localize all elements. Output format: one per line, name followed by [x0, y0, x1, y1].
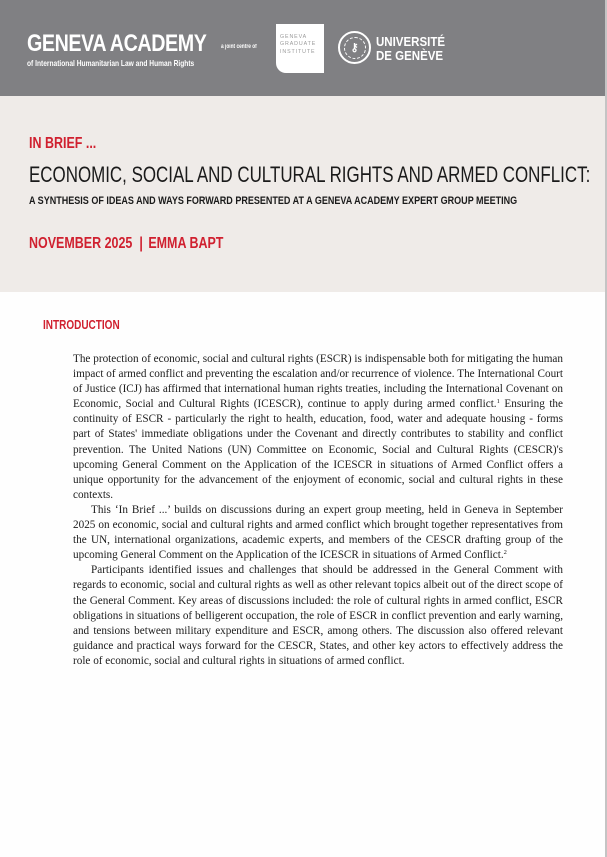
document-subtitle: A SYNTHESIS OF IDEAS AND WAYS FORWARD PRESENTED AT A GENEVA ACADEMY EXPERT GROUP MEETING: [29, 195, 518, 207]
paragraph: [73, 503, 563, 563]
geneva-graduate-institute-logo: [276, 24, 324, 73]
paragraph-text: Participants identified issues and challenges that should be addressed in the General Comment with regards to economic, social and cultural rights as well as other relevant topics albeit out of the direct scope of the General Comment. Key areas of discussions included: the role of cultural rights in armed conflict, ESCR obligations in situations of belligerent occupation, the role of ESCR in conflict prevention and early warning, and tensions between military expenditure and ESCR, among others. The discussion also offered relevant guidance and practical ways forward for the CESCR, States, and other key actors to effectively address the role of economic, social and cultural rights in situations of armed conflict.: [73, 564, 563, 667]
paragraph: [73, 352, 563, 503]
document-title: ECONOMIC, SOCIAL AND CULTURAL RIGHTS AND ARMED CONFLICT:: [29, 162, 591, 187]
section-heading-introduction: INTRODUCTION: [43, 318, 120, 332]
footnote-ref[interactable]: 2: [503, 549, 507, 557]
partner2-line1: UNIVERSITÉ: [376, 35, 446, 49]
publication-date: NOVEMBER 2025: [29, 235, 133, 252]
paragraph-text: Ensuring the continuity of ESCR - particularly the right to health, education, food, water and adequate housing - forms part of States' immediate obligations under the Covenant and directly contributes to stability and conflict prevention. The United Nations (UN) Committee on Economic, Social and Cultural Rights (CESCR)'s upcoming General Comment on the Application of the ICESCR in situations of Armed Conflict offers a unique opportunity for the advancement of the enjoyment of economic, social and cultural rights in these contexts.: [73, 398, 563, 501]
org-name: GENEVA ACADEMY: [27, 30, 207, 57]
author-name: EMMA BAPT: [148, 235, 224, 252]
partner1-line: INSTITUTE: [280, 48, 316, 55]
seal-emblem-icon: ⚷: [344, 37, 366, 59]
byline-separator: |: [139, 235, 143, 252]
partner1-line: GENEVA: [280, 34, 308, 40]
byline: [29, 235, 223, 253]
body-text: [73, 352, 563, 669]
paragraph: [73, 563, 563, 669]
partner2-line2: DE GENÈVE: [376, 49, 444, 63]
footnote-ref[interactable]: 1: [496, 398, 500, 406]
paragraph-text: The protection of economic, social and cultural rights (ESCR) is indispensable both for mitigating the human impact of armed conflict and preventing the escalation and/or recurrence of violence. The International Court of Justice (ICJ) has affirmed that international human rights treaties, including the International Covenant on Economic, Social and Cultural Rights (ICESCR), continue to apply during armed conflict.: [73, 353, 563, 411]
joint-centre-label: a joint centre of: [221, 44, 257, 50]
universite-de-geneve-logo: [376, 35, 445, 63]
geneva-academy-logo: [27, 31, 246, 68]
university-seal-icon: [338, 31, 371, 64]
org-subtitle: of International Humanitarian Law and Human Rights: [27, 58, 195, 68]
header-band: [0, 0, 605, 96]
partner1-line: GRADUATE: [280, 41, 317, 48]
series-kicker: IN BRIEF ...: [29, 135, 97, 152]
paragraph-text: This ‘In Brief ...’ builds on discussions during an expert group meeting, held in Geneva in September 2025 on economic, social and cultural rights and armed conflict which brought together representatives from the UN, international organizations, academic experts, and members of the CESCR drafting group of the upcoming General Comment on the Application of the ICESCR in situations of Armed Conflict.: [73, 503, 563, 562]
title-band: [0, 96, 605, 292]
